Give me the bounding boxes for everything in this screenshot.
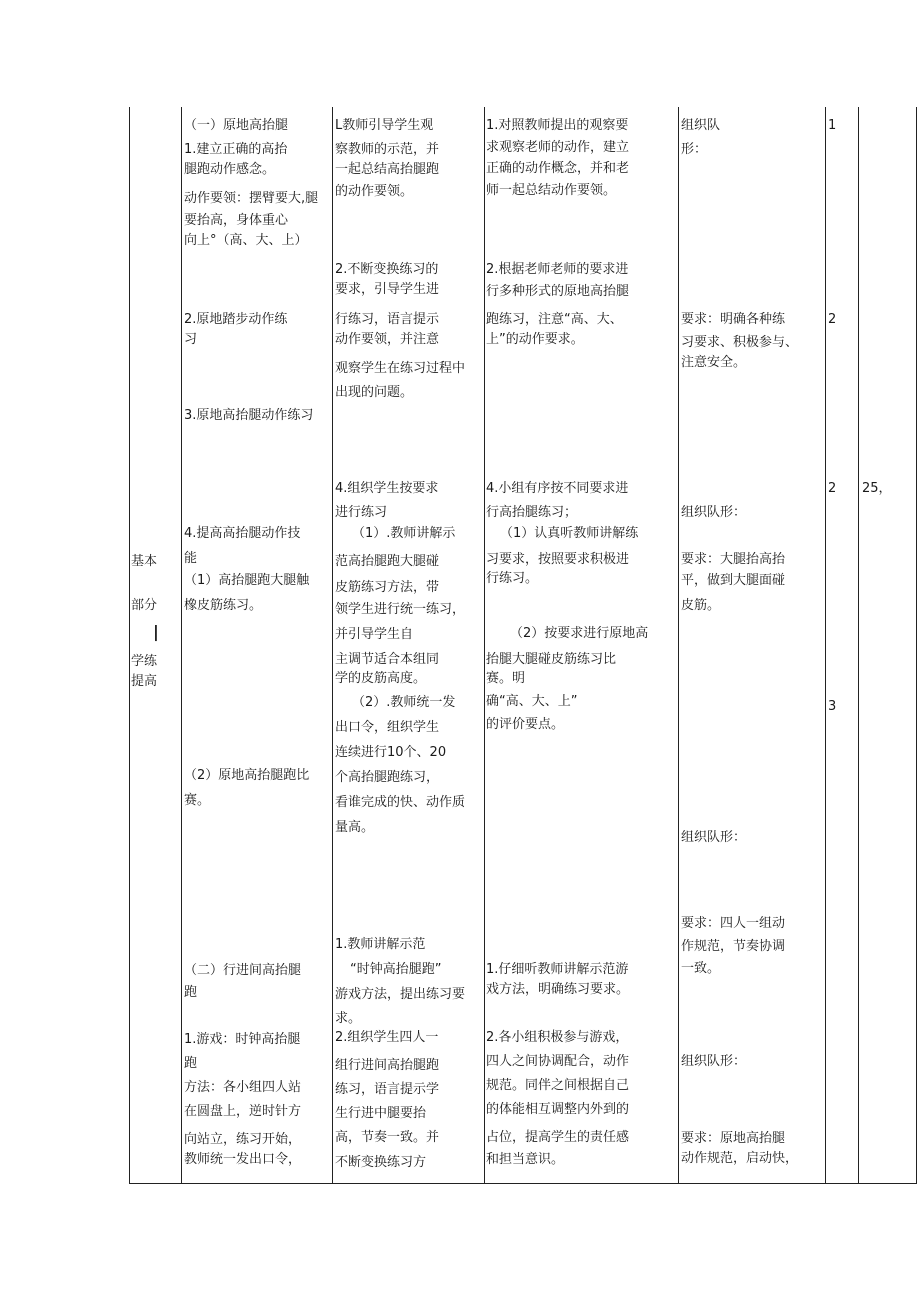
teacher-line: 动作要领，并注意 (335, 332, 440, 347)
count-value: 2 (828, 312, 837, 327)
org-line: 组织队形： (681, 1054, 747, 1069)
content-line: 4.提高高抬腿动作技 (184, 526, 301, 541)
column-divider (484, 107, 485, 1183)
org-line: 一致。 (681, 961, 721, 976)
teacher-line: 察教师的示范，并 (335, 142, 440, 157)
teacher-line: （2）.教师统一发 (352, 695, 456, 710)
column-divider (181, 107, 182, 1183)
content-line: 跑 (184, 985, 198, 1000)
student-line: 跑练习，注意“高、大、 (486, 312, 623, 327)
student-line: 规范。同伴之间根据自己 (486, 1078, 630, 1093)
content-line: 1.建立正确的高抬 (184, 142, 288, 157)
column-divider (678, 107, 679, 1183)
teacher-line: 个高抬腿跑练习， (335, 770, 440, 785)
teacher-line: 练习，语言提示学 (335, 1082, 440, 1097)
column-divider (332, 107, 333, 1183)
content-line: 橡皮筋练习。 (184, 598, 263, 613)
teacher-line: 组行进间高抬腿跑 (335, 1058, 440, 1073)
teacher-line: 行练习，语言提示 (335, 312, 440, 327)
student-line: 的体能相互调整内外到的 (486, 1102, 630, 1117)
org-line: 注意安全。 (681, 355, 747, 370)
table-border-right (916, 107, 917, 1183)
student-line: 1.对照教师提出的观察要 (486, 118, 629, 133)
content-line: 教师统一发出口令， (184, 1152, 302, 1167)
org-line: 组织队形： (681, 830, 747, 845)
student-line: （1）认真听教师讲解练 (500, 526, 639, 541)
content-line: 3.原地高抬腿动作练习 (184, 408, 314, 423)
org-line: 习要求、积极参与、 (681, 335, 799, 350)
content-line: 赛。 (184, 793, 211, 808)
section-label: 提高 (131, 674, 158, 689)
teacher-line: 1.教师讲解示范 (335, 937, 426, 952)
student-line: 1.仔细听教师讲解示范游 (486, 962, 629, 977)
student-line: 抬腿大腿碰皮筋练习比 (486, 652, 617, 667)
teacher-line: （1）.教师讲解示 (352, 526, 456, 541)
teacher-line: 求。 (335, 1011, 362, 1026)
teacher-line: 4.组织学生按要求 (335, 481, 439, 496)
teacher-line: 范高抬腿跑大腿碰 (335, 554, 440, 569)
table-border-bottom (129, 1183, 917, 1184)
teacher-line: 皮筋练习方法，带 (335, 580, 440, 595)
teacher-line: 出现的问题。 (335, 385, 414, 400)
section-label: 基本 (131, 554, 158, 569)
teacher-line: 量高。 (335, 820, 375, 835)
student-line: 确“高、大、上” (486, 694, 578, 709)
table-border-left (129, 107, 130, 1183)
content-line: 能 (184, 551, 198, 566)
org-line: 形： (681, 142, 708, 157)
student-line: 4.小组有序按不同要求进 (486, 481, 629, 496)
content-line: （2）原地高抬腿跑比 (184, 768, 310, 783)
teacher-line: 一起总结高抬腿跑 (335, 162, 440, 177)
teacher-line: 连续进行10个、20 (335, 745, 447, 760)
teacher-line: 学的皮筋高度。 (335, 671, 427, 686)
student-line: 和担当意识。 (486, 1152, 565, 1167)
student-line: （2）按要求进行原地高 (510, 626, 649, 641)
teacher-line: 游戏方法，提出练习要 (335, 987, 466, 1002)
teacher-line: 生行进中腿要抬 (335, 1106, 427, 1121)
teacher-line: 进行练习 (335, 505, 388, 520)
column-divider (858, 107, 859, 1183)
org-line: 要求：大腿抬高抬 (681, 552, 786, 567)
section-divider-mark: | (153, 622, 159, 641)
content-line: 方法：各小组四人站 (184, 1080, 302, 1095)
teacher-line: 观察学生在练习过程中 (335, 361, 466, 376)
student-line: 戏方法，明确练习要求。 (486, 982, 630, 997)
student-line: 的评价要点。 (486, 717, 565, 732)
student-line: 师一起总结动作要领。 (486, 183, 617, 198)
teacher-line: 看谁完成的快、动作质 (335, 795, 466, 810)
org-line: 要求：四人一组动 (681, 916, 786, 931)
student-line: 上”的动作要求。 (486, 332, 584, 347)
content-line: 习 (184, 332, 198, 347)
teacher-line: 不断变换练习方 (335, 1155, 427, 1170)
student-line: 行多种形式的原地高抬腿 (486, 284, 630, 299)
teacher-line: 高，节奏一致。并 (335, 1130, 440, 1145)
student-line: 行练习。 (486, 571, 539, 586)
teacher-line: L教师引导学生观 (335, 118, 434, 133)
content-line: （二）行进间高抬腿 (184, 963, 302, 978)
teacher-line: 出口令，组织学生 (335, 720, 440, 735)
count-value: 1 (828, 118, 837, 133)
content-line: 1.游戏：时钟高抬腿 (184, 1032, 301, 1047)
content-line: 要抬高，身体重心 (184, 213, 289, 228)
teacher-line: “时钟高抬腿跑” (350, 962, 442, 977)
teacher-line: 2.组织学生四人一 (335, 1030, 439, 1045)
student-line: 2.根据老师老师的要求进 (486, 262, 629, 277)
org-line: 要求：明确各种练 (681, 312, 786, 327)
student-line: 赛。明 (486, 671, 526, 686)
teacher-line: 主调节适合本组同 (335, 652, 440, 667)
count-value: 3 (828, 699, 837, 714)
content-line: 向上°（高、大、上） (184, 233, 308, 248)
count-value: 2 (828, 481, 837, 496)
content-line: 腿跑动作感念。 (184, 162, 276, 177)
student-line: 求观察老师的动作，建立 (486, 140, 630, 155)
teacher-line: 的动作要领。 (335, 184, 414, 199)
section-label: 部分 (131, 598, 158, 613)
org-line: 作规范，节奏协调 (681, 939, 786, 954)
section-label: 学练 (131, 654, 158, 669)
student-line: 四人之间协调配合，动作 (486, 1054, 630, 1069)
student-line: 2.各小组积极参与游戏， (486, 1030, 629, 1045)
content-line: （一）原地高抬腿 (184, 118, 289, 133)
org-line: 平，做到大腿面碰 (681, 573, 786, 588)
teacher-line: 领学生进行统一练习， (335, 602, 466, 617)
org-line: 组织队形： (681, 505, 747, 520)
student-line: 习要求，按照要求积极进 (486, 552, 630, 567)
time-value: 25， (862, 481, 892, 496)
content-line: 向站立，练习开始， (184, 1132, 302, 1147)
org-line: 要求：原地高抬腿 (681, 1131, 786, 1146)
org-line: 组织队 (681, 118, 721, 133)
content-line: 动作要领：摆臂要大,腿 (184, 191, 319, 206)
org-line: 皮筋。 (681, 598, 721, 613)
student-line: 占位，提高学生的责任感 (486, 1130, 630, 1145)
teacher-line: 2.不断变换练习的 (335, 262, 439, 277)
org-line: 动作规范，启动快， (681, 1151, 799, 1166)
student-line: 行高抬腿练习； (486, 505, 578, 520)
content-line: 在圆盘上，逆时针方 (184, 1104, 302, 1119)
content-line: （1）高抬腿跑大腿触 (184, 573, 310, 588)
teacher-line: 并引导学生自 (335, 627, 414, 642)
column-divider (825, 107, 826, 1183)
content-line: 跑 (184, 1056, 198, 1071)
teacher-line: 要求，引导学生进 (335, 282, 440, 297)
content-line: 2.原地踏步动作练 (184, 312, 288, 327)
student-line: 正确的动作概念，并和老 (486, 161, 630, 176)
